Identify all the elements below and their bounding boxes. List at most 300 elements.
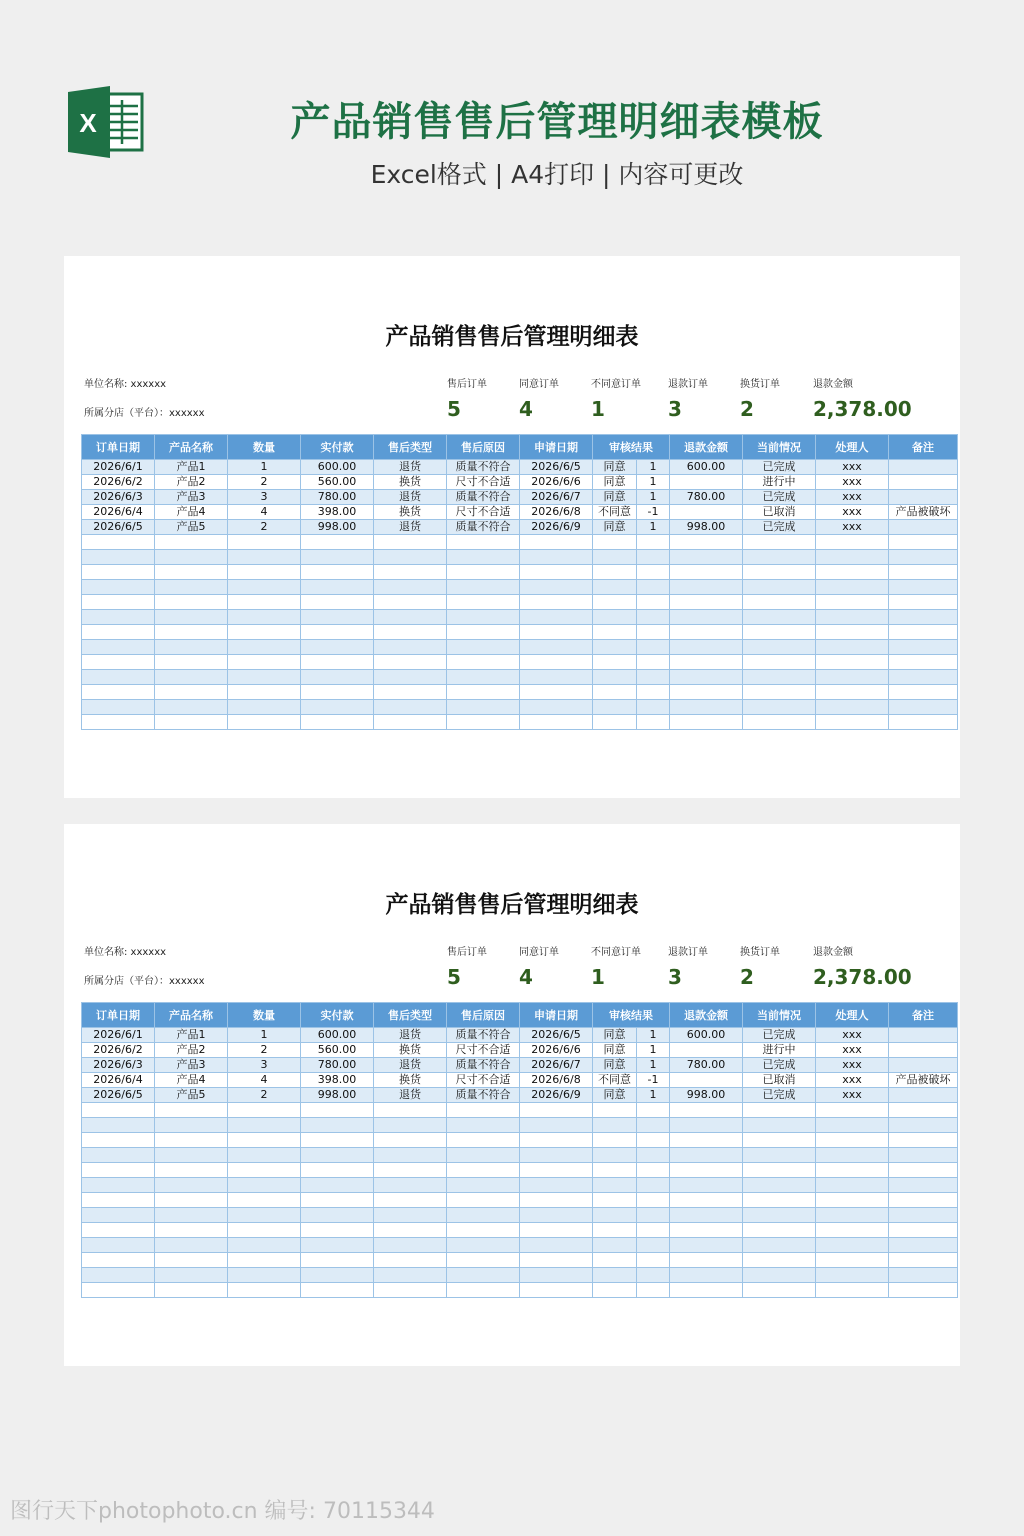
- table-cell[interactable]: [520, 715, 593, 730]
- column-header[interactable]: 产品名称: [155, 1003, 228, 1028]
- table-cell[interactable]: [889, 460, 958, 475]
- table-cell[interactable]: 换货: [374, 475, 447, 490]
- table-cell[interactable]: [816, 1163, 889, 1178]
- table-cell[interactable]: [301, 1133, 374, 1148]
- table-cell[interactable]: [82, 580, 155, 595]
- table-cell[interactable]: [816, 535, 889, 550]
- table-cell[interactable]: [743, 640, 816, 655]
- table-cell[interactable]: 尺寸不合适: [447, 475, 520, 490]
- table-cell[interactable]: [743, 610, 816, 625]
- table-cell[interactable]: 同意: [593, 460, 637, 475]
- table-cell[interactable]: [374, 565, 447, 580]
- table-cell[interactable]: [743, 1163, 816, 1178]
- table-cell[interactable]: [889, 565, 958, 580]
- table-cell[interactable]: [447, 715, 520, 730]
- table-cell[interactable]: [82, 1208, 155, 1223]
- table-cell[interactable]: [520, 625, 593, 640]
- table-cell[interactable]: [743, 655, 816, 670]
- table-cell[interactable]: [82, 670, 155, 685]
- table-cell[interactable]: [82, 1238, 155, 1253]
- table-cell[interactable]: [374, 1208, 447, 1223]
- table-cell[interactable]: [637, 1163, 670, 1178]
- table-cell[interactable]: [301, 1193, 374, 1208]
- table-cell[interactable]: [670, 1133, 743, 1148]
- table-cell[interactable]: [374, 1253, 447, 1268]
- table-cell[interactable]: 产品2: [155, 1043, 228, 1058]
- table-cell[interactable]: [593, 550, 637, 565]
- table-cell[interactable]: 1: [228, 460, 301, 475]
- table-cell[interactable]: [520, 550, 593, 565]
- table-cell[interactable]: xxx: [816, 1073, 889, 1088]
- table-cell[interactable]: [889, 655, 958, 670]
- table-cell[interactable]: [228, 1268, 301, 1283]
- table-cell[interactable]: [228, 580, 301, 595]
- table-cell[interactable]: [593, 685, 637, 700]
- table-cell[interactable]: 600.00: [301, 460, 374, 475]
- table-cell[interactable]: [593, 1238, 637, 1253]
- table-cell[interactable]: [155, 1178, 228, 1193]
- table-cell[interactable]: [743, 1238, 816, 1253]
- table-cell[interactable]: 退货: [374, 520, 447, 535]
- table-cell[interactable]: [816, 1118, 889, 1133]
- table-cell[interactable]: [155, 1148, 228, 1163]
- table-cell[interactable]: [593, 1163, 637, 1178]
- table-cell[interactable]: [637, 1103, 670, 1118]
- table-cell[interactable]: [670, 595, 743, 610]
- table-cell[interactable]: [637, 685, 670, 700]
- table-cell[interactable]: [301, 565, 374, 580]
- table-cell[interactable]: [637, 640, 670, 655]
- table-cell[interactable]: 退货: [374, 1058, 447, 1073]
- table-cell[interactable]: 600.00: [670, 460, 743, 475]
- table-cell[interactable]: [301, 1283, 374, 1298]
- table-cell[interactable]: [670, 505, 743, 520]
- table-cell[interactable]: [155, 670, 228, 685]
- table-cell[interactable]: [155, 610, 228, 625]
- table-cell[interactable]: [228, 625, 301, 640]
- table-cell[interactable]: 质量不符合: [447, 1028, 520, 1043]
- table-cell[interactable]: [816, 1208, 889, 1223]
- table-cell[interactable]: 已完成: [743, 490, 816, 505]
- table-cell[interactable]: [520, 1193, 593, 1208]
- table-cell[interactable]: [816, 610, 889, 625]
- table-cell[interactable]: 780.00: [301, 1058, 374, 1073]
- table-cell[interactable]: [670, 1253, 743, 1268]
- table-cell[interactable]: [889, 1103, 958, 1118]
- table-cell[interactable]: [447, 1268, 520, 1283]
- table-cell[interactable]: [889, 1043, 958, 1058]
- table-cell[interactable]: [670, 1283, 743, 1298]
- table-cell[interactable]: [82, 550, 155, 565]
- table-cell[interactable]: [374, 670, 447, 685]
- table-cell[interactable]: [155, 535, 228, 550]
- table-cell[interactable]: [743, 550, 816, 565]
- table-cell[interactable]: [593, 595, 637, 610]
- table-cell[interactable]: [816, 1133, 889, 1148]
- table-cell[interactable]: 退货: [374, 1088, 447, 1103]
- table-cell[interactable]: [301, 580, 374, 595]
- table-cell[interactable]: [155, 595, 228, 610]
- column-header[interactable]: 退款金额: [670, 1003, 743, 1028]
- table-cell[interactable]: [637, 670, 670, 685]
- table-cell[interactable]: [593, 610, 637, 625]
- table-cell[interactable]: [889, 550, 958, 565]
- table-cell[interactable]: [228, 1163, 301, 1178]
- table-cell[interactable]: [520, 1163, 593, 1178]
- table-cell[interactable]: [670, 610, 743, 625]
- column-header[interactable]: 售后原因: [447, 435, 520, 460]
- table-cell[interactable]: [447, 1193, 520, 1208]
- table-cell[interactable]: [816, 640, 889, 655]
- table-cell[interactable]: [82, 1283, 155, 1298]
- table-cell[interactable]: [670, 475, 743, 490]
- table-cell[interactable]: [301, 670, 374, 685]
- table-cell[interactable]: [82, 715, 155, 730]
- table-cell[interactable]: [889, 520, 958, 535]
- column-header[interactable]: 售后原因: [447, 1003, 520, 1028]
- table-cell[interactable]: [816, 1148, 889, 1163]
- table-cell[interactable]: 2026/6/7: [520, 1058, 593, 1073]
- table-cell[interactable]: 已取消: [743, 1073, 816, 1088]
- table-cell[interactable]: [816, 1268, 889, 1283]
- table-cell[interactable]: [816, 670, 889, 685]
- table-cell[interactable]: [816, 655, 889, 670]
- table-cell[interactable]: 已完成: [743, 1088, 816, 1103]
- table-cell[interactable]: [155, 685, 228, 700]
- table-cell[interactable]: 产品3: [155, 1058, 228, 1073]
- table-cell[interactable]: [520, 1103, 593, 1118]
- column-header[interactable]: 数量: [228, 1003, 301, 1028]
- table-cell[interactable]: [889, 1208, 958, 1223]
- column-header[interactable]: 数量: [228, 435, 301, 460]
- table-cell[interactable]: [447, 1238, 520, 1253]
- table-cell[interactable]: [301, 1178, 374, 1193]
- table-cell[interactable]: [743, 1133, 816, 1148]
- table-cell[interactable]: [670, 670, 743, 685]
- table-cell[interactable]: [301, 655, 374, 670]
- table-cell[interactable]: [637, 655, 670, 670]
- table-cell[interactable]: xxx: [816, 520, 889, 535]
- table-cell[interactable]: [228, 1118, 301, 1133]
- table-cell[interactable]: [155, 715, 228, 730]
- table-cell[interactable]: 2: [228, 520, 301, 535]
- table-cell[interactable]: 产品4: [155, 505, 228, 520]
- table-cell[interactable]: 尺寸不合适: [447, 1073, 520, 1088]
- table-cell[interactable]: 质量不符合: [447, 520, 520, 535]
- table-cell[interactable]: [228, 1178, 301, 1193]
- table-cell[interactable]: [889, 610, 958, 625]
- table-cell[interactable]: [637, 1133, 670, 1148]
- table-cell[interactable]: 进行中: [743, 475, 816, 490]
- table-cell[interactable]: [637, 535, 670, 550]
- table-cell[interactable]: [593, 1208, 637, 1223]
- table-cell[interactable]: [228, 595, 301, 610]
- table-cell[interactable]: 2026/6/2: [82, 1043, 155, 1058]
- table-cell[interactable]: 同意: [593, 1043, 637, 1058]
- table-cell[interactable]: 398.00: [301, 1073, 374, 1088]
- table-cell[interactable]: [889, 1028, 958, 1043]
- table-cell[interactable]: [520, 1238, 593, 1253]
- table-cell[interactable]: [82, 565, 155, 580]
- table-cell[interactable]: [301, 640, 374, 655]
- table-cell[interactable]: [155, 1193, 228, 1208]
- table-cell[interactable]: [82, 685, 155, 700]
- table-cell[interactable]: [816, 700, 889, 715]
- table-cell[interactable]: [593, 700, 637, 715]
- column-header[interactable]: 审核结果: [593, 1003, 670, 1028]
- table-cell[interactable]: [816, 685, 889, 700]
- table-cell[interactable]: [520, 580, 593, 595]
- table-cell[interactable]: [447, 1133, 520, 1148]
- table-cell[interactable]: [155, 1208, 228, 1223]
- table-cell[interactable]: [670, 640, 743, 655]
- table-cell[interactable]: 不同意: [593, 505, 637, 520]
- table-cell[interactable]: 质量不符合: [447, 1058, 520, 1073]
- table-cell[interactable]: 2026/6/3: [82, 1058, 155, 1073]
- table-cell[interactable]: [889, 715, 958, 730]
- table-cell[interactable]: [447, 535, 520, 550]
- table-cell[interactable]: [228, 1238, 301, 1253]
- table-cell[interactable]: [155, 1223, 228, 1238]
- table-cell[interactable]: [670, 580, 743, 595]
- table-cell[interactable]: [743, 670, 816, 685]
- table-cell[interactable]: 产品2: [155, 475, 228, 490]
- table-cell[interactable]: [637, 1268, 670, 1283]
- table-cell[interactable]: [637, 550, 670, 565]
- table-cell[interactable]: [374, 715, 447, 730]
- table-cell[interactable]: [743, 1208, 816, 1223]
- table-cell[interactable]: [743, 595, 816, 610]
- table-cell[interactable]: 780.00: [670, 490, 743, 505]
- table-cell[interactable]: [889, 1253, 958, 1268]
- table-cell[interactable]: 2026/6/4: [82, 505, 155, 520]
- table-cell[interactable]: [520, 565, 593, 580]
- table-cell[interactable]: 1: [637, 475, 670, 490]
- table-cell[interactable]: [228, 565, 301, 580]
- table-cell[interactable]: [447, 565, 520, 580]
- table-cell[interactable]: [374, 1238, 447, 1253]
- table-cell[interactable]: [374, 640, 447, 655]
- column-header[interactable]: 审核结果: [593, 435, 670, 460]
- table-cell[interactable]: [82, 595, 155, 610]
- table-cell[interactable]: [889, 1133, 958, 1148]
- table-cell[interactable]: [228, 655, 301, 670]
- table-cell[interactable]: 产品被破坏: [889, 505, 958, 520]
- table-cell[interactable]: [743, 685, 816, 700]
- table-cell[interactable]: 2026/6/5: [82, 1088, 155, 1103]
- table-cell[interactable]: [374, 655, 447, 670]
- table-cell[interactable]: [228, 640, 301, 655]
- table-cell[interactable]: [520, 610, 593, 625]
- table-cell[interactable]: [889, 1148, 958, 1163]
- table-cell[interactable]: [637, 715, 670, 730]
- table-cell[interactable]: [520, 1148, 593, 1163]
- table-cell[interactable]: 3: [228, 1058, 301, 1073]
- table-cell[interactable]: [816, 1283, 889, 1298]
- table-cell[interactable]: [155, 625, 228, 640]
- table-cell[interactable]: [155, 1283, 228, 1298]
- table-cell[interactable]: [82, 1253, 155, 1268]
- table-cell[interactable]: [637, 1118, 670, 1133]
- table-cell[interactable]: [637, 1193, 670, 1208]
- column-header[interactable]: 备注: [889, 1003, 958, 1028]
- column-header[interactable]: 退款金额: [670, 435, 743, 460]
- table-cell[interactable]: [889, 640, 958, 655]
- table-cell[interactable]: [593, 1103, 637, 1118]
- table-cell[interactable]: [374, 1148, 447, 1163]
- table-cell[interactable]: [593, 1178, 637, 1193]
- table-cell[interactable]: [593, 670, 637, 685]
- table-cell[interactable]: [743, 1253, 816, 1268]
- table-cell[interactable]: [743, 1178, 816, 1193]
- table-cell[interactable]: [82, 1103, 155, 1118]
- table-cell[interactable]: [593, 640, 637, 655]
- column-header[interactable]: 订单日期: [82, 1003, 155, 1028]
- table-cell[interactable]: [374, 1268, 447, 1283]
- table-cell[interactable]: 产品5: [155, 520, 228, 535]
- table-cell[interactable]: [593, 535, 637, 550]
- table-cell[interactable]: [301, 1223, 374, 1238]
- table-cell[interactable]: [670, 625, 743, 640]
- column-header[interactable]: 申请日期: [520, 1003, 593, 1028]
- table-cell[interactable]: 2026/6/3: [82, 490, 155, 505]
- table-cell[interactable]: [670, 1238, 743, 1253]
- table-cell[interactable]: [301, 1208, 374, 1223]
- table-cell[interactable]: [520, 1178, 593, 1193]
- table-cell[interactable]: 产品被破坏: [889, 1073, 958, 1088]
- table-cell[interactable]: [447, 670, 520, 685]
- table-cell[interactable]: -1: [637, 1073, 670, 1088]
- table-cell[interactable]: [670, 565, 743, 580]
- table-cell[interactable]: [301, 550, 374, 565]
- column-header[interactable]: 申请日期: [520, 435, 593, 460]
- table-cell[interactable]: [743, 625, 816, 640]
- table-cell[interactable]: [593, 1193, 637, 1208]
- table-cell[interactable]: [374, 1163, 447, 1178]
- table-cell[interactable]: [520, 670, 593, 685]
- table-cell[interactable]: 质量不符合: [447, 490, 520, 505]
- table-cell[interactable]: [447, 685, 520, 700]
- table-cell[interactable]: [301, 1103, 374, 1118]
- table-cell[interactable]: [82, 535, 155, 550]
- table-cell[interactable]: [637, 565, 670, 580]
- table-cell[interactable]: [228, 1283, 301, 1298]
- table-cell[interactable]: 尺寸不合适: [447, 1043, 520, 1058]
- table-cell[interactable]: xxx: [816, 475, 889, 490]
- table-cell[interactable]: [374, 1133, 447, 1148]
- table-cell[interactable]: 780.00: [301, 490, 374, 505]
- table-cell[interactable]: 已完成: [743, 460, 816, 475]
- column-header[interactable]: 处理人: [816, 1003, 889, 1028]
- table-cell[interactable]: [301, 715, 374, 730]
- table-cell[interactable]: 同意: [593, 1028, 637, 1043]
- table-cell[interactable]: [447, 700, 520, 715]
- table-cell[interactable]: [816, 580, 889, 595]
- table-cell[interactable]: 同意: [593, 490, 637, 505]
- table-cell[interactable]: 已完成: [743, 1028, 816, 1043]
- table-cell[interactable]: [816, 1103, 889, 1118]
- table-cell[interactable]: [637, 1178, 670, 1193]
- table-cell[interactable]: [520, 640, 593, 655]
- table-cell[interactable]: 同意: [593, 520, 637, 535]
- table-cell[interactable]: [637, 1223, 670, 1238]
- table-cell[interactable]: [593, 1253, 637, 1268]
- table-cell[interactable]: [301, 1268, 374, 1283]
- table-cell[interactable]: [816, 715, 889, 730]
- table-cell[interactable]: [520, 655, 593, 670]
- table-cell[interactable]: [155, 1238, 228, 1253]
- column-header[interactable]: 售后类型: [374, 435, 447, 460]
- table-cell[interactable]: [301, 1148, 374, 1163]
- table-cell[interactable]: [670, 715, 743, 730]
- table-cell[interactable]: [447, 1118, 520, 1133]
- table-cell[interactable]: [520, 1223, 593, 1238]
- table-cell[interactable]: [228, 550, 301, 565]
- table-cell[interactable]: [816, 1238, 889, 1253]
- table-cell[interactable]: [637, 1238, 670, 1253]
- table-cell[interactable]: [447, 640, 520, 655]
- table-cell[interactable]: [520, 535, 593, 550]
- table-cell[interactable]: xxx: [816, 1043, 889, 1058]
- table-cell[interactable]: [743, 715, 816, 730]
- table-cell[interactable]: [743, 1118, 816, 1133]
- table-cell[interactable]: [374, 550, 447, 565]
- table-cell[interactable]: 2: [228, 1088, 301, 1103]
- table-cell[interactable]: [670, 1193, 743, 1208]
- table-cell[interactable]: [155, 1253, 228, 1268]
- table-cell[interactable]: 2: [228, 475, 301, 490]
- table-cell[interactable]: [228, 1208, 301, 1223]
- table-cell[interactable]: [593, 655, 637, 670]
- table-cell[interactable]: [155, 1133, 228, 1148]
- table-cell[interactable]: [228, 1193, 301, 1208]
- table-cell[interactable]: [889, 1178, 958, 1193]
- table-cell[interactable]: [520, 1253, 593, 1268]
- column-header[interactable]: 处理人: [816, 435, 889, 460]
- table-cell[interactable]: [155, 1103, 228, 1118]
- column-header[interactable]: 订单日期: [82, 435, 155, 460]
- table-cell[interactable]: [82, 1268, 155, 1283]
- table-cell[interactable]: 产品1: [155, 1028, 228, 1043]
- table-cell[interactable]: 998.00: [301, 520, 374, 535]
- table-cell[interactable]: 4: [228, 505, 301, 520]
- table-cell[interactable]: [670, 550, 743, 565]
- table-cell[interactable]: [228, 670, 301, 685]
- table-cell[interactable]: [447, 625, 520, 640]
- table-cell[interactable]: 2026/6/4: [82, 1073, 155, 1088]
- column-header[interactable]: 实付款: [301, 435, 374, 460]
- table-cell[interactable]: 进行中: [743, 1043, 816, 1058]
- table-cell[interactable]: [228, 1103, 301, 1118]
- table-cell[interactable]: 2026/6/8: [520, 505, 593, 520]
- table-cell[interactable]: [670, 1043, 743, 1058]
- table-cell[interactable]: [228, 700, 301, 715]
- table-cell[interactable]: 退货: [374, 460, 447, 475]
- table-cell[interactable]: [670, 1148, 743, 1163]
- table-cell[interactable]: [301, 700, 374, 715]
- table-cell[interactable]: [155, 580, 228, 595]
- table-cell[interactable]: [155, 700, 228, 715]
- table-cell[interactable]: [82, 1118, 155, 1133]
- table-cell[interactable]: [889, 1088, 958, 1103]
- table-cell[interactable]: [637, 1283, 670, 1298]
- table-cell[interactable]: xxx: [816, 460, 889, 475]
- table-cell[interactable]: 产品4: [155, 1073, 228, 1088]
- table-cell[interactable]: [447, 1253, 520, 1268]
- table-cell[interactable]: [228, 535, 301, 550]
- table-cell[interactable]: 产品3: [155, 490, 228, 505]
- table-cell[interactable]: [889, 1268, 958, 1283]
